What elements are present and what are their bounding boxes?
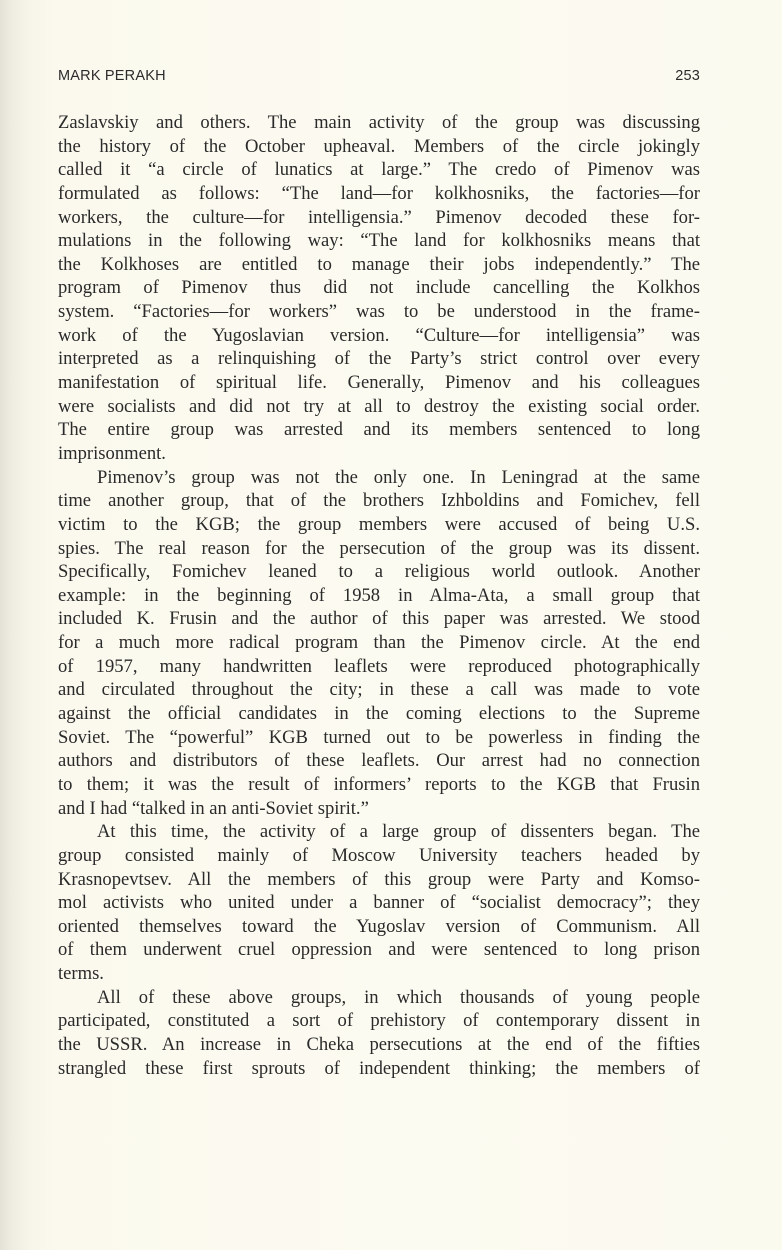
text-line: oriented themselves toward the Yugoslav version of Communism. All (58, 915, 700, 937)
text-line: to them; it was the result of informers’ reports to the KGB that Frusin (58, 773, 700, 795)
paragraph (58, 111, 700, 466)
text-line: formulated as follows: “The land—for kolkhosniks, the factories—for (58, 182, 700, 204)
text-line: victim to the KGB; the group members were accused of being U.S. (58, 513, 700, 535)
text-line: time another group, that of the brothers Izhboldins and Fomichev, fell (58, 490, 700, 512)
text-line: Soviet. The “powerful” KGB turned out to be powerless in finding the (58, 726, 700, 748)
text-line: of them underwent cruel oppression and were sentenced to long prison (58, 939, 700, 961)
paragraph (58, 466, 700, 821)
text-line: program of Pimenov thus did not include cancelling the Kolkhos (58, 277, 700, 299)
text-line: workers, the culture—for intelligensia.” Pimenov decoded these for- (58, 206, 700, 228)
text-line: the Kolkhoses are entitled to manage their jobs independently.” The (58, 253, 700, 275)
text-line: were socialists and did not try at all to destroy the existing social order. (58, 395, 700, 417)
text-line: imprisonment. (58, 442, 166, 464)
text-line: and circulated throughout the city; in these a call was made to vote (58, 679, 700, 701)
text-line: authors and distributors of these leaflets. Our arrest had no connection (58, 750, 700, 772)
body-text (58, 111, 700, 1080)
text-line: the USSR. An increase in Cheka persecutions at the end of the fifties (58, 1033, 700, 1055)
text-line: system. “Factories—for workers” was to be understood in the frame- (58, 301, 700, 323)
paragraph (58, 820, 700, 985)
text-line: Pimenov’s group was not the only one. In Leningrad at the same (97, 466, 700, 488)
text-line: Krasnopevtsev. All the members of this group were Party and Komso- (58, 868, 700, 890)
page-number: 253 (675, 68, 700, 84)
text-line: the history of the October upheaval. Members of the circle jokingly (58, 135, 700, 157)
text-line: participated, constituted a sort of prehistory of contemporary dissent in (58, 1010, 700, 1032)
paragraph (58, 986, 700, 1081)
text-line: against the official candidates in the coming elections to the Supreme (58, 703, 700, 725)
text-line: manifestation of spiritual life. Generally, Pimenov and his colleagues (58, 372, 700, 394)
text-line: interpreted as a relinquishing of the Party’s strict control over every (58, 348, 700, 370)
running-head (58, 68, 700, 90)
text-line: mulations in the following way: “The land for kolkhosniks means that (58, 230, 700, 252)
text-line: and I had “talked in an anti-Soviet spirit.” (58, 797, 369, 819)
text-line: The entire group was arrested and its members sentenced to long (58, 419, 700, 441)
text-line: group consisted mainly of Moscow University teachers headed by (58, 844, 700, 866)
text-line: spies. The real reason for the persecution of the group was its dissent. (58, 537, 700, 559)
running-head-author: MARK PERAKH (58, 68, 166, 84)
text-line: for a much more radical program than the Pimenov circle. At the end (58, 632, 700, 654)
text-line: All of these above groups, in which thousands of young people (97, 986, 700, 1008)
text-line: called it “a circle of lunatics at large.” The credo of Pimenov was (58, 159, 700, 181)
text-line: included K. Frusin and the author of this paper was arrested. We stood (58, 608, 700, 630)
text-line: strangled these first sprouts of independent thinking; the members of (58, 1057, 700, 1079)
text-line: Zaslavskiy and others. The main activity of the group was discussing (58, 112, 700, 133)
text-line: example: in the beginning of 1958 in Alma-Ata, a small group that (58, 584, 700, 606)
text-line: Specifically, Fomichev leaned to a religious world outlook. Another (58, 561, 700, 583)
text-line: mol activists who united under a banner of “socialist democracy”; they (58, 892, 700, 914)
text-line: of 1957, many handwritten leaflets were reproduced photographically (58, 655, 700, 677)
text-line: work of the Yugoslavian version. “Culture—for intelligensia” was (58, 324, 700, 346)
text-line: At this time, the activity of a large group of dissenters began. The (97, 821, 700, 843)
text-line: terms. (58, 963, 104, 985)
